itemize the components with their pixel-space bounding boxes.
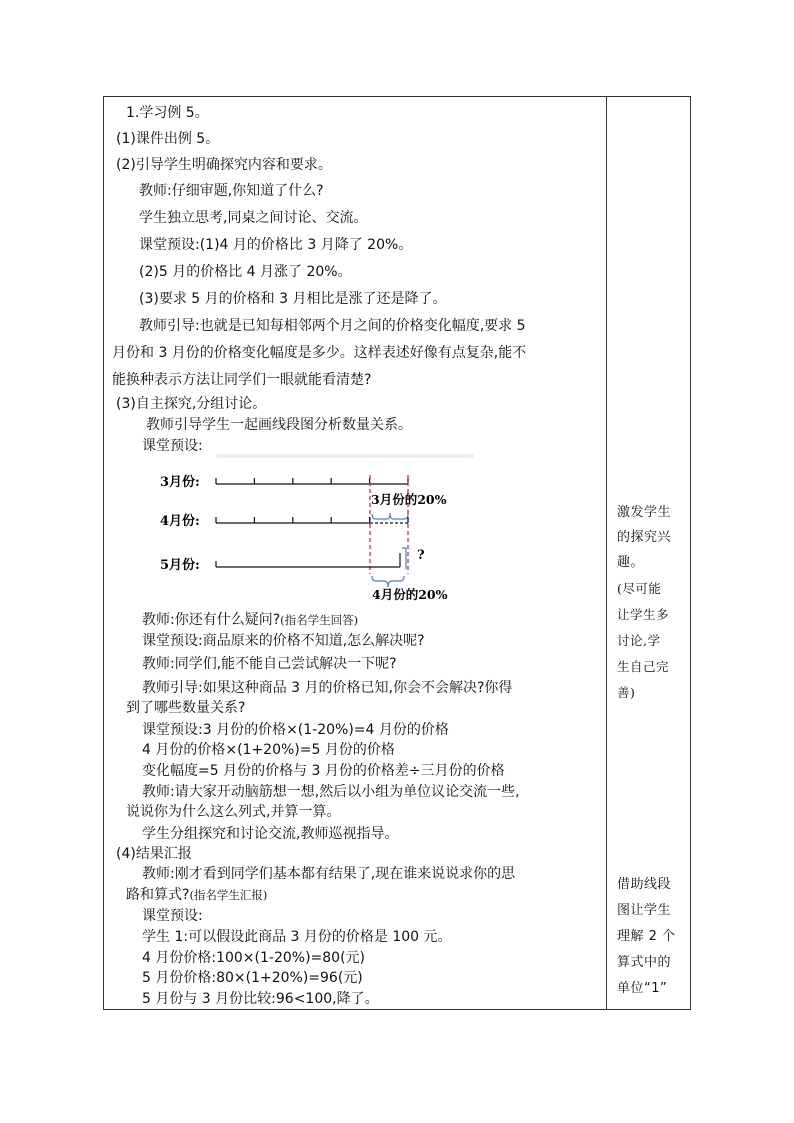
- compare-result: 5 月份与 3 月份比较:96<100,降了。: [142, 991, 379, 1007]
- notes-column: [607, 97, 691, 1009]
- relation-1: 课堂预设:3 月份的价格×(1-20%)=4 月份的价格: [142, 722, 449, 738]
- step-4: (4)结果汇报: [116, 846, 192, 862]
- label-april-20pct: 4月份的20%: [372, 587, 448, 602]
- step-1: (1)课件出例 5。: [116, 131, 220, 147]
- preset-label-2: 课堂预设:: [142, 908, 203, 924]
- april-ticks: [216, 517, 408, 523]
- calc-april: 4 月份价格:100×(1-20%)=80(元): [142, 950, 365, 966]
- side-note-11: 理解 2 个: [617, 929, 676, 944]
- draw-guide: 教师引导学生一起画线段图分析数量关系。: [146, 417, 412, 433]
- report-line-2-text: 路和算式?: [126, 887, 190, 903]
- section-heading: 1.学习例 5。: [126, 105, 209, 121]
- april-brace: [372, 576, 404, 587]
- preset-question: 课堂预设:商品原来的价格不知道,怎么解决呢?: [142, 633, 425, 649]
- preset-1: 课堂预设:(1)4 月的价格比 3 月降了 20%。: [139, 237, 413, 253]
- side-note-12: 算式中的: [617, 955, 672, 970]
- group-work: 学生分组探究和讨论交流,教师巡视指导。: [142, 826, 399, 842]
- guide2-line-2: 到了哪些数量关系?: [126, 700, 246, 716]
- side-note-13: 单位“1”: [617, 981, 668, 996]
- teacher-question-2-text: 教师:你还有什么疑问?: [142, 612, 281, 628]
- report-line-1: 教师:刚才看到同学们基本都有结果了,现在谁来说说求你的思: [142, 866, 516, 882]
- student-1: 学生 1:可以假设此商品 3 月份的价格是 100 元。: [142, 929, 452, 945]
- lesson-table: [103, 96, 691, 1010]
- label-march: 3月份:: [160, 475, 200, 490]
- relation-2: 4 月份的价格×(1+20%)=5 月份的价格: [142, 742, 395, 758]
- think-line-1: 教师:请大家开动脑筋想一想,然后以小组为单位议论交流一些,: [142, 784, 520, 800]
- teacher-try: 教师:同学们,能不能自己尝试解决一下呢?: [142, 656, 397, 672]
- main-column: [104, 97, 606, 1009]
- side-note-4: (尽可能: [617, 581, 662, 596]
- guide-line-2: 月份和 3 月份的价格变化幅度是多少。这样表述好像有点复杂,能不: [112, 345, 527, 361]
- preset-3: (3)要求 5 月的价格和 3 月相比是涨了还是降了。: [139, 291, 447, 307]
- march-ticks: [216, 478, 408, 484]
- guide-line-3: 能换种表示方法让同学们一眼就能看清楚?: [112, 372, 372, 388]
- preset-2: (2)5 月的价格比 4 月涨了 20%。: [139, 264, 352, 280]
- guide2-line-1: 教师引导:如果这种商品 3 月的价格已知,你会不会解决?你得: [142, 680, 513, 696]
- question-mark: ?: [417, 548, 425, 563]
- side-note-5: 让学生多: [617, 607, 670, 622]
- report-note: (指名学生汇报): [189, 888, 268, 902]
- side-note-6: 讨论,学: [617, 633, 661, 648]
- segment-diagram: [104, 453, 504, 605]
- step-2: (2)引导学生明确探究内容和要求。: [116, 157, 332, 173]
- report-line-2: [126, 886, 267, 904]
- side-note-9: 借助线段: [617, 877, 672, 892]
- side-note-8: 善): [617, 685, 636, 700]
- side-note-1: 激发学生: [617, 505, 672, 520]
- side-note-2: 的探究兴: [617, 530, 672, 545]
- think-line-2: 说说你为什么这么列式,并算一算。: [126, 804, 341, 820]
- relation-3: 变化幅度=5 月份的价格与 3 月份的价格差÷三月份的价格: [142, 763, 505, 779]
- step-3: (3)自主探究,分组讨论。: [116, 396, 267, 412]
- guide-line-1: 教师引导:也就是已知每相邻两个月之间的价格变化幅度,要求 5: [139, 318, 526, 334]
- label-march-20pct: 3月份的20%: [371, 492, 447, 507]
- march-brace: [372, 513, 408, 519]
- teacher-question: 教师:仔细审题,你知道了什么?: [139, 183, 324, 199]
- calc-may: 5 月份价格:80×(1+20%)=96(元): [142, 970, 363, 986]
- side-note-3: 趣。: [617, 555, 645, 570]
- label-may: 5月份:: [160, 558, 200, 573]
- teacher-question-2: [142, 611, 358, 629]
- teacher-question-2-note: (指名学生回答): [280, 613, 359, 627]
- label-april: 4月份:: [160, 514, 200, 529]
- preset-label: 课堂预设:: [142, 438, 203, 454]
- student-think: 学生独立思考,同桌之间讨论、交流。: [139, 210, 368, 226]
- side-note-7: 生自己完: [617, 659, 670, 674]
- may-increase-bracket: [402, 548, 406, 569]
- side-note-10: 图让学生: [617, 903, 672, 918]
